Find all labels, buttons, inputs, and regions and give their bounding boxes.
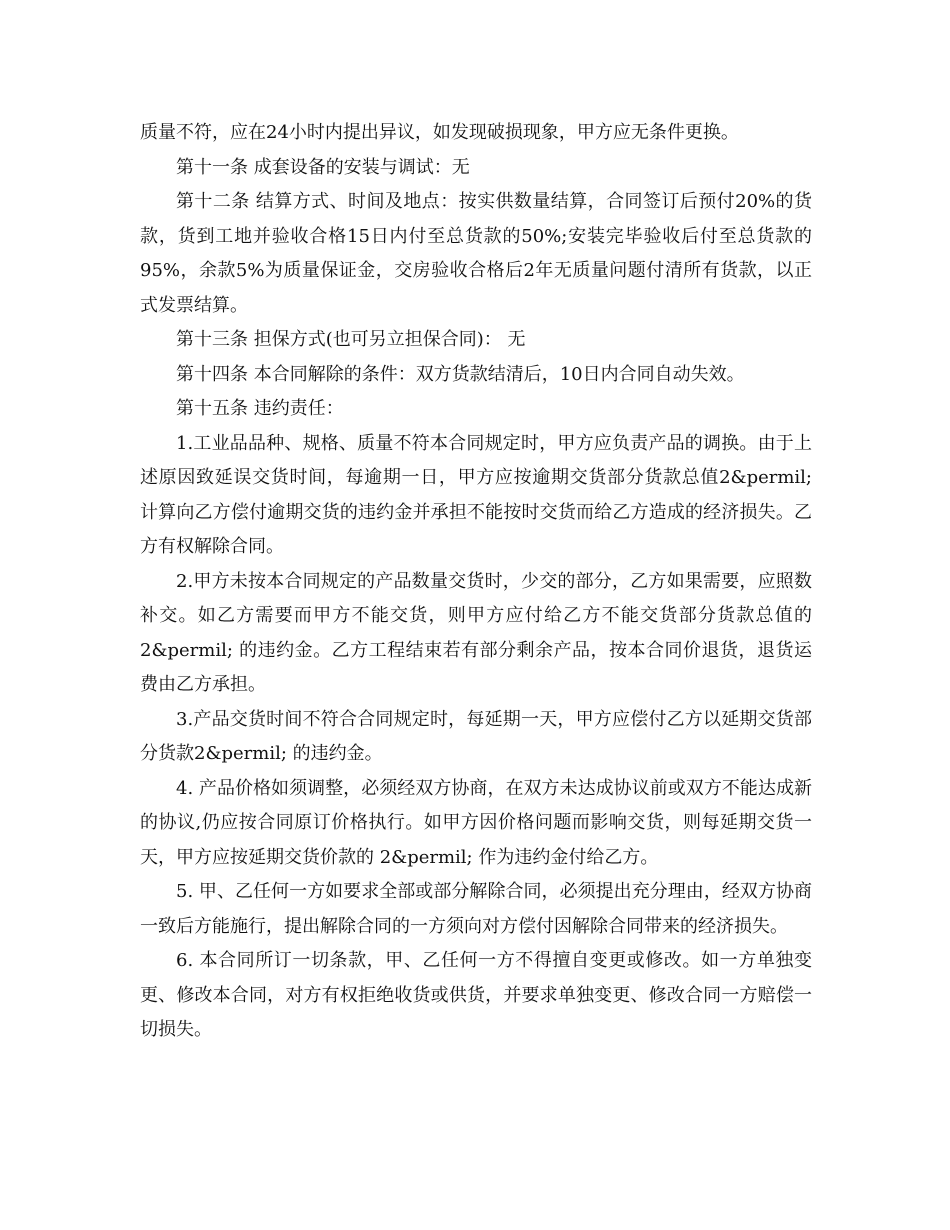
liability-item-3: 3.产品交货时间不符合合同规定时，每延期一天，甲方应偿付乙方以延期交货部分货款2&permil; 的违约金。 [140, 708, 812, 764]
clause-13-guarantee: 第十三条 担保方式(也可另立担保合同)： 无 [176, 329, 526, 350]
document-body [140, 116, 812, 1048]
liability-item-1: 1.工业品品种、规格、质量不符本合同规定时，甲方应负责产品的调换。由于上述原因致延误交货时间，每逾期一日，甲方应按逾期交货部分货款总值2&permil; 计算向乙方偿付逾期交货的违约金并承担不能按时交货而给乙方造成的经济损失。乙方有权解除合同。 [140, 432, 812, 557]
liability-item-2: 2.甲方未按本合同规定的产品数量交货时，少交的部分，乙方如果需要，应照数补交。如乙方需要而甲方不能交货，则甲方应付给乙方不能交货部分货款总值的2&permil; 的违约金。乙方工程结束若有部分剩余产品，按本合同价退货，退货运费由乙方承担。 [140, 570, 812, 695]
paragraph-quality-objection: 质量不符，应在24小时内提出异议，如发现破损现象，甲方应无条件更换。 [140, 122, 739, 143]
liability-item-5: 5. 甲、乙任何一方如要求全部或部分解除合同，必须提出充分理由，经双方协商一致后方能施行，提出解除合同的一方须向对方偿付因解除合同带来的经济损失。 [140, 881, 812, 937]
liability-item-4: 4. 产品价格如须调整，必须经双方协商，在双方未达成协议前或双方不能达成新的协议,仍应按合同原订价格执行。如甲方因价格问题而影响交货，则每延期交货一天，甲方应按延期交货价款的 2&permil; 作为违约金付给乙方。 [140, 777, 812, 868]
clause-12-settlement: 第十二条 结算方式、时间及地点：按实供数量结算，合同签订后预付20%的货款，货到工地并验收合格15日内付至总货款的50%;安装完毕验收后付至总货款的95%，余款5%为质量保证金，交房验收合格后2年无质量问题付清所有货款，以正式发票结算。 [140, 191, 812, 316]
clause-14-termination: 第十四条 本合同解除的条件：双方货款结清后，10日内合同自动失效。 [176, 363, 745, 385]
liability-item-6: 6. 本合同所订一切条款，甲、乙任何一方不得擅自变更或修改。如一方单独变更、修改本合同，对方有权拒绝收货或供货，并要求单独变更、修改合同一方赔偿一切损失。 [140, 950, 812, 1040]
clause-11-installation: 第十一条 成套设备的安装与调试：无 [176, 156, 470, 178]
clause-15-liability: 第十五条 违约责任： [176, 398, 344, 419]
